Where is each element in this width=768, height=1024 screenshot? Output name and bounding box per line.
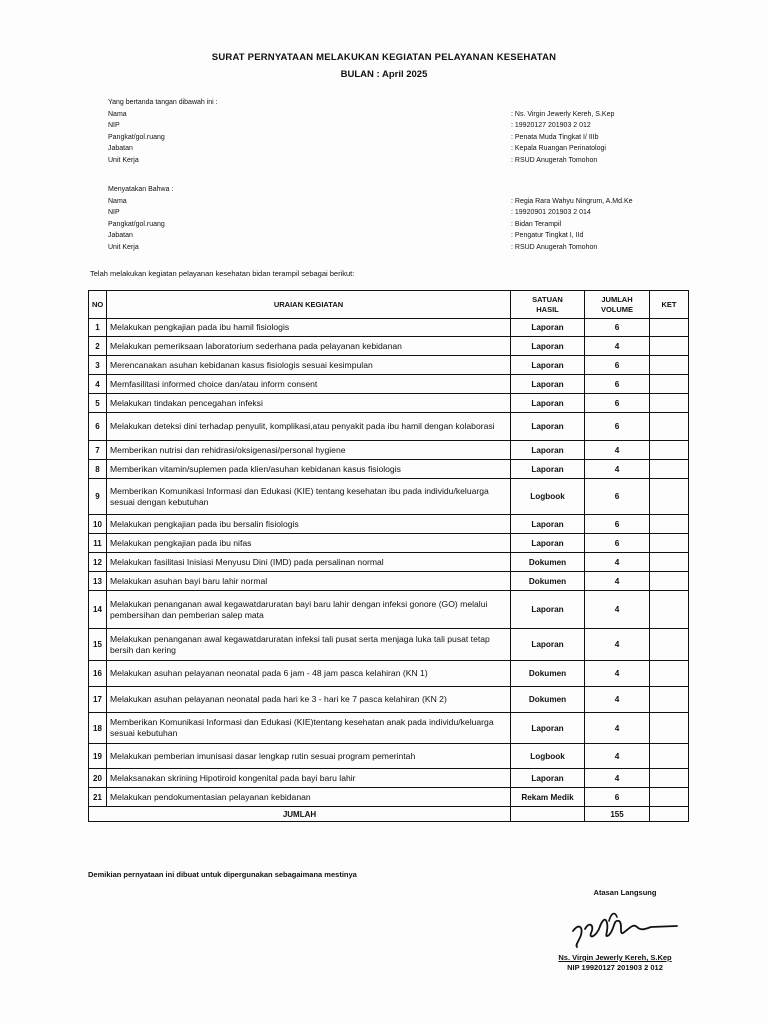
row-uraian: Melaksanakan skrining Hipotiroid kongenital pada bayi baru lahir (107, 769, 511, 788)
row-ket (650, 515, 689, 534)
table-row (89, 788, 689, 807)
row-volume: 6 (585, 515, 650, 534)
table-row (89, 661, 689, 687)
row-satuan: Dokumen (511, 687, 585, 713)
subject-values (511, 196, 633, 254)
subject-intro: Menyatakan Bahwa : (108, 186, 174, 193)
row-number: 10 (89, 515, 107, 534)
table-row (89, 687, 689, 713)
table-row (89, 769, 689, 788)
table-row (89, 553, 689, 572)
header-ket: KET (650, 291, 689, 319)
row-ket (650, 553, 689, 572)
table-body (89, 319, 689, 807)
signature-title: Atasan Langsung (593, 888, 657, 897)
row-number: 12 (89, 553, 107, 572)
row-number: 15 (89, 629, 107, 661)
header-satuan-line1: SATUAN (532, 294, 563, 304)
row-uraian: Melakukan asuhan pelayanan neonatal pada 6 jam - 48 jam pasca kelahiran (KN 1) (107, 661, 511, 687)
table-row (89, 441, 689, 460)
row-uraian: Melakukan deteksi dini terhadap penyulit, komplikasi,atau penyakit pada ibu hamil dengan kolaborasi (107, 413, 511, 441)
row-ket (650, 441, 689, 460)
row-volume: 4 (585, 572, 650, 591)
table-row (89, 572, 689, 591)
row-volume: 4 (585, 441, 650, 460)
signature-block (540, 888, 690, 972)
row-volume: 4 (585, 713, 650, 744)
subject-label-nama: Nama (108, 197, 127, 205)
table-row (89, 591, 689, 629)
document-subtitle: BULAN : April 2025 (340, 69, 428, 80)
row-volume: 4 (585, 337, 650, 356)
signer-name: Ns. Virgin Jewerly Kereh, S.Kep (558, 953, 672, 962)
row-satuan: Dokumen (511, 661, 585, 687)
row-ket (650, 572, 689, 591)
table-row (89, 534, 689, 553)
row-ket (650, 479, 689, 515)
row-volume: 6 (585, 788, 650, 807)
row-satuan: Laporan (511, 629, 585, 661)
row-satuan: Laporan (511, 319, 585, 337)
signer-label-nip: NIP (108, 122, 120, 129)
row-satuan: Rekam Medik (511, 788, 585, 807)
row-volume: 4 (585, 460, 650, 479)
signer-value-nama: : Ns. Virgin Jewerly Kereh, S.Kep (511, 110, 615, 118)
signer-intro: Yang bertanda tangan dibawah ini : (108, 99, 218, 106)
row-ket (650, 769, 689, 788)
signer-label-pangkat: Pangkat/gol.ruang (108, 133, 165, 141)
signer-value-pangkat: : Penata Muda Tingkat I/ IIIb (511, 133, 599, 141)
row-number: 9 (89, 479, 107, 515)
row-ket (650, 356, 689, 375)
row-uraian: Memfasilitasi informed choice dan/atau inform consent (107, 375, 511, 394)
table-row (89, 375, 689, 394)
signer-value-unit: : RSUD Anugerah Tomohon (511, 156, 598, 164)
table-header-row (89, 291, 689, 319)
row-satuan: Dokumen (511, 572, 585, 591)
row-number: 18 (89, 713, 107, 744)
row-uraian: Memberikan Komunikasi Informasi dan Edukasi (KIE)tentang kesehatan anak pada individu/keluarga sesuai kebutuhan (107, 713, 511, 744)
table-row (89, 337, 689, 356)
row-uraian: Memberikan nutrisi dan rehidrasi/oksigenasi/personal hygiene (107, 441, 511, 460)
header-no: NO (89, 291, 107, 319)
signer-label-jabatan: Jabatan (108, 145, 133, 152)
row-volume: 6 (585, 394, 650, 413)
row-satuan: Laporan (511, 515, 585, 534)
row-satuan: Laporan (511, 337, 585, 356)
row-number: 8 (89, 460, 107, 479)
row-number: 1 (89, 319, 107, 337)
row-satuan: Laporan (511, 591, 585, 629)
row-number: 6 (89, 413, 107, 441)
row-satuan: Laporan (511, 769, 585, 788)
row-satuan: Laporan (511, 441, 585, 460)
row-uraian: Merencanakan asuhan kebidanan kasus fisiologis sesuai kesimpulan (107, 356, 511, 375)
row-number: 5 (89, 394, 107, 413)
row-uraian: Melakukan pengkajian pada ibu bersalin fisiologis (107, 515, 511, 534)
signer-values (511, 109, 614, 167)
row-ket (650, 460, 689, 479)
signer-labels (108, 97, 218, 166)
total-empty-satuan (511, 807, 585, 822)
subject-label-pangkat: Pangkat/gol.ruang (108, 220, 165, 228)
header-jumlah (585, 291, 650, 319)
table-row (89, 394, 689, 413)
document-title: SURAT PERNYATAAN MELAKUKAN KEGIATAN PELAYANAN KESEHATAN (211, 52, 557, 63)
row-ket (650, 629, 689, 661)
header-jumlah-line2: VOLUME (600, 304, 634, 314)
subject-value-unit: : RSUD Anugerah Tomohon (511, 243, 598, 251)
row-uraian: Melakukan pemberian imunisasi dasar lengkap rutin sesuai program pemerintah (107, 744, 511, 769)
table-row (89, 319, 689, 337)
row-satuan: Logbook (511, 479, 585, 515)
row-number: 19 (89, 744, 107, 769)
row-satuan: Logbook (511, 744, 585, 769)
subject-labels (108, 184, 173, 253)
row-number: 17 (89, 687, 107, 713)
row-uraian: Melakukan fasilitasi Inisiasi Menyusu Dini (IMD) pada persalinan normal (107, 553, 511, 572)
row-volume: 6 (585, 413, 650, 441)
activity-table (88, 290, 689, 822)
row-number: 13 (89, 572, 107, 591)
signer-label-nama: Nama (108, 110, 127, 118)
row-ket (650, 394, 689, 413)
table-row (89, 629, 689, 661)
subject-label-jabatan: Jabatan (108, 232, 133, 239)
row-volume: 6 (585, 319, 650, 337)
row-satuan: Laporan (511, 375, 585, 394)
subject-label-nip: NIP (108, 209, 120, 216)
row-number: 3 (89, 356, 107, 375)
signer-label-unit: Unit Kerja (108, 156, 139, 164)
row-volume: 6 (585, 356, 650, 375)
row-volume: 6 (585, 375, 650, 394)
closing-statement: Demikian pernyataan ini dibuat untuk dipergunakan sebagaimana mestinya (88, 870, 357, 879)
row-uraian: Melakukan pengkajian pada ibu nifas (107, 534, 511, 553)
total-row (89, 807, 689, 822)
row-volume: 6 (585, 479, 650, 515)
row-ket (650, 413, 689, 441)
row-volume: 6 (585, 534, 650, 553)
row-ket (650, 687, 689, 713)
row-number: 2 (89, 337, 107, 356)
signer-nip: NIP 19920127 201903 2 012 (567, 963, 663, 972)
table-row (89, 413, 689, 441)
table-row (89, 479, 689, 515)
row-satuan: Laporan (511, 356, 585, 375)
row-uraian: Melakukan pendokumentasian pelayanan kebidanan (107, 788, 511, 807)
row-uraian: Melakukan pemeriksaan laboratorium sederhana pada pelayanan kebidanan (107, 337, 511, 356)
row-satuan: Dokumen (511, 553, 585, 572)
row-satuan: Laporan (511, 460, 585, 479)
signer-value-jabatan: : Kepala Ruangan Perinatologi (511, 145, 606, 152)
header-jumlah-line1: JUMLAH (601, 294, 633, 304)
header-satuan-line2: HASIL (536, 304, 559, 314)
row-volume: 4 (585, 769, 650, 788)
intro-text: Telah melakukan kegiatan pelayanan kesehatan bidan terampil sebagai berikut: (90, 269, 355, 278)
row-number: 16 (89, 661, 107, 687)
subject-value-pangkat: : Bidan Terampil (511, 220, 562, 228)
row-ket (650, 591, 689, 629)
row-uraian: Memberikan Komunikasi Informasi dan Edukasi (KIE) tentang kesehatan ibu pada individu/keluarga sesuai dengan kebutuhan (107, 479, 511, 515)
subject-value-nama: : Regia Rara Wahyu Ningrum, A.Md.Ke (511, 197, 633, 205)
row-satuan: Laporan (511, 413, 585, 441)
row-number: 7 (89, 441, 107, 460)
row-volume: 4 (585, 591, 650, 629)
row-number: 11 (89, 534, 107, 553)
header-uraian: URAIAN KEGIATAN (107, 291, 511, 319)
subject-value-nip: : 19920901 201903 2 014 (511, 209, 591, 216)
header-satuan (511, 291, 585, 319)
row-number: 4 (89, 375, 107, 394)
total-value: 155 (585, 807, 650, 822)
row-ket (650, 661, 689, 687)
row-volume: 4 (585, 661, 650, 687)
row-uraian: Memberikan vitamin/suplemen pada klien/asuhan kebidanan kasus fisiologis (107, 460, 511, 479)
total-label: JUMLAH (89, 807, 511, 822)
row-uraian: Melakukan tindakan pencegahan infeksi (107, 394, 511, 413)
row-satuan: Laporan (511, 713, 585, 744)
subject-label-unit: Unit Kerja (108, 243, 139, 251)
row-volume: 4 (585, 687, 650, 713)
row-ket (650, 337, 689, 356)
row-uraian: Melakukan pengkajian pada ibu hamil fisiologis (107, 319, 511, 337)
row-satuan: Laporan (511, 534, 585, 553)
row-number: 20 (89, 769, 107, 788)
signer-value-nip: : 19920127 201903 2 012 (511, 122, 591, 129)
table-row (89, 356, 689, 375)
row-volume: 4 (585, 553, 650, 572)
row-uraian: Melakukan asuhan pelayanan neonatal pada hari ke 3 - hari ke 7 pasca kelahiran (KN 2) (107, 687, 511, 713)
row-volume: 4 (585, 629, 650, 661)
table-row (89, 744, 689, 769)
table-row (89, 515, 689, 534)
row-volume: 4 (585, 744, 650, 769)
row-ket (650, 375, 689, 394)
handwritten-signature (565, 901, 685, 951)
row-uraian: Melakukan asuhan bayi baru lahir normal (107, 572, 511, 591)
subject-value-jabatan: : Pengatur Tingkat I, IId (511, 232, 584, 239)
total-empty-ket (650, 807, 689, 822)
row-satuan: Laporan (511, 394, 585, 413)
table-row (89, 713, 689, 744)
table-row (89, 460, 689, 479)
row-number: 14 (89, 591, 107, 629)
row-ket (650, 713, 689, 744)
row-ket (650, 744, 689, 769)
row-ket (650, 788, 689, 807)
row-uraian: Melakukan penanganan awal kegawatdaruratan bayi baru lahir dengan infeksi gonore (GO) melalui pembersihan dan pemberian salep mata (107, 591, 511, 629)
row-ket (650, 534, 689, 553)
row-ket (650, 319, 689, 337)
row-number: 21 (89, 788, 107, 807)
row-uraian: Melakukan penanganan awal kegawatdaruratan infeksi tali pusat serta menjaga luka tali pusat tetap bersih dan kering (107, 629, 511, 661)
